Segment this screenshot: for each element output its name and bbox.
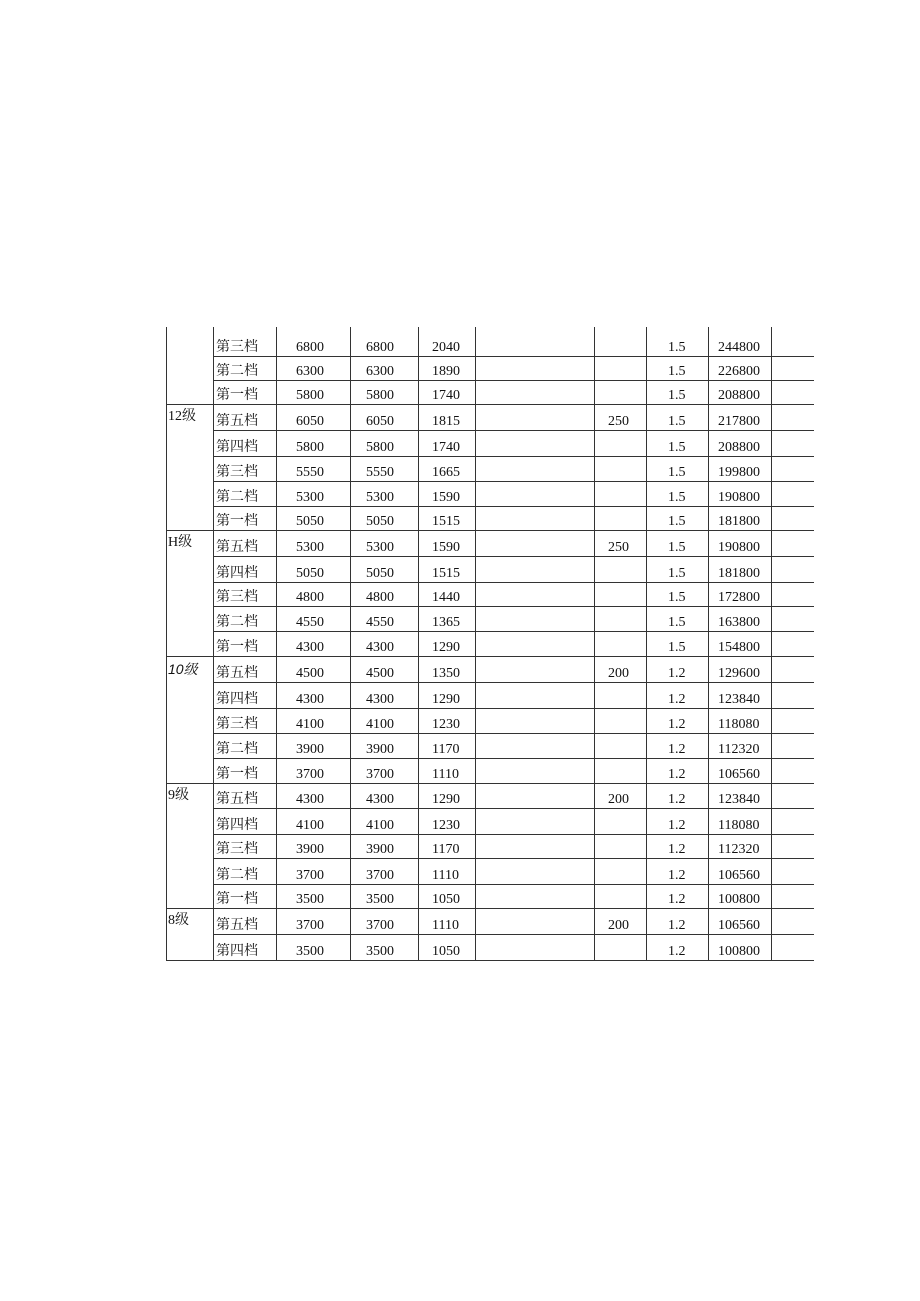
row-divider bbox=[166, 656, 814, 657]
table-cell: 123840 bbox=[718, 792, 760, 807]
table-cell: 5050 bbox=[296, 514, 324, 529]
table-cell: 3500 bbox=[296, 944, 324, 959]
table-cell: 112320 bbox=[718, 842, 760, 857]
table-cell: 1.5 bbox=[668, 340, 686, 355]
row-divider bbox=[213, 606, 814, 607]
table-cell: 1290 bbox=[432, 792, 460, 807]
column-divider bbox=[708, 327, 709, 960]
column-divider bbox=[276, 327, 277, 960]
table-cell: 250 bbox=[608, 540, 629, 555]
grade-label: 第五档 bbox=[216, 414, 258, 429]
table-cell: 3900 bbox=[296, 742, 324, 757]
column-divider bbox=[166, 327, 167, 960]
table-cell: 1.2 bbox=[668, 692, 686, 707]
table-cell: 4300 bbox=[366, 640, 394, 655]
grade-label: 第四档 bbox=[216, 440, 258, 455]
table-cell: 4500 bbox=[366, 666, 394, 681]
table-cell: 1815 bbox=[432, 414, 460, 429]
table-cell: 4550 bbox=[366, 615, 394, 630]
table-cell: 3900 bbox=[366, 842, 394, 857]
grade-label: 第五档 bbox=[216, 540, 258, 555]
table-cell: 1590 bbox=[432, 540, 460, 555]
table-cell: 1.5 bbox=[668, 490, 686, 505]
row-divider bbox=[213, 808, 814, 809]
table-cell: 190800 bbox=[718, 490, 760, 505]
grade-label: 第四档 bbox=[216, 566, 258, 581]
table-cell: 3700 bbox=[366, 868, 394, 883]
table-cell: 1590 bbox=[432, 490, 460, 505]
grade-label: 第一档 bbox=[216, 514, 258, 529]
table-cell: 1170 bbox=[432, 742, 460, 757]
table-cell: 200 bbox=[608, 918, 629, 933]
table-cell: 1665 bbox=[432, 465, 460, 480]
grade-label: 第三档 bbox=[216, 590, 258, 605]
table-cell: 250 bbox=[608, 414, 629, 429]
grade-label: 第一档 bbox=[216, 388, 258, 403]
table-cell: 1.2 bbox=[668, 717, 686, 732]
table-cell: 4800 bbox=[366, 590, 394, 605]
row-divider bbox=[166, 908, 814, 909]
level-label: H级 bbox=[168, 535, 193, 550]
table-cell: 5800 bbox=[366, 440, 394, 455]
row-divider bbox=[213, 356, 814, 357]
row-divider bbox=[213, 758, 814, 759]
table-cell: 5800 bbox=[366, 388, 394, 403]
table-cell: 1.2 bbox=[668, 767, 686, 782]
row-divider bbox=[213, 556, 814, 557]
table-cell: 1.5 bbox=[668, 540, 686, 555]
table-cell: 1890 bbox=[432, 364, 460, 379]
table-cell: 1.5 bbox=[668, 590, 686, 605]
grade-label: 第五档 bbox=[216, 666, 258, 681]
column-divider bbox=[350, 327, 351, 960]
table-cell: 226800 bbox=[718, 364, 760, 379]
table-cell: 4100 bbox=[296, 717, 324, 732]
row-divider bbox=[213, 582, 814, 583]
table-cell: 3500 bbox=[366, 892, 394, 907]
grade-label: 第三档 bbox=[216, 340, 258, 355]
table-cell: 100800 bbox=[718, 944, 760, 959]
table-cell: 4300 bbox=[366, 692, 394, 707]
table-cell: 5800 bbox=[296, 440, 324, 455]
row-divider bbox=[213, 884, 814, 885]
table-cell: 1110 bbox=[432, 918, 459, 933]
table-cell: 4100 bbox=[366, 818, 394, 833]
row-divider bbox=[213, 380, 814, 381]
level-label: 8级 bbox=[168, 913, 189, 928]
table-cell: 208800 bbox=[718, 440, 760, 455]
row-divider bbox=[213, 733, 814, 734]
row-divider bbox=[213, 934, 814, 935]
table-cell: 1.5 bbox=[668, 566, 686, 581]
grade-label: 第五档 bbox=[216, 792, 258, 807]
table-cell: 106560 bbox=[718, 918, 760, 933]
row-divider bbox=[213, 506, 814, 507]
table-cell: 1050 bbox=[432, 944, 460, 959]
grade-label: 第二档 bbox=[216, 742, 258, 757]
row-divider bbox=[213, 456, 814, 457]
table-cell: 5300 bbox=[366, 490, 394, 505]
grade-label: 第二档 bbox=[216, 364, 258, 379]
table-cell: 4300 bbox=[296, 792, 324, 807]
row-divider bbox=[213, 708, 814, 709]
table-cell: 5300 bbox=[296, 540, 324, 555]
table-cell: 1.2 bbox=[668, 918, 686, 933]
table-cell: 3700 bbox=[366, 767, 394, 782]
grade-label: 第二档 bbox=[216, 490, 258, 505]
table-cell: 1110 bbox=[432, 767, 459, 782]
table-cell: 199800 bbox=[718, 465, 760, 480]
table-cell: 1440 bbox=[432, 590, 460, 605]
table-cell: 1.2 bbox=[668, 892, 686, 907]
table-cell: 2040 bbox=[432, 340, 460, 355]
table-cell: 6800 bbox=[366, 340, 394, 355]
table-cell: 4300 bbox=[296, 692, 324, 707]
table-cell: 4300 bbox=[366, 792, 394, 807]
table-cell: 3900 bbox=[366, 742, 394, 757]
table-cell: 4100 bbox=[296, 818, 324, 833]
table-cell: 4100 bbox=[366, 717, 394, 732]
table-cell: 1290 bbox=[432, 692, 460, 707]
grade-label: 第二档 bbox=[216, 868, 258, 883]
table-cell: 6300 bbox=[366, 364, 394, 379]
row-divider bbox=[213, 682, 814, 683]
column-divider bbox=[213, 327, 214, 960]
table-cell: 1740 bbox=[432, 388, 460, 403]
table-cell: 1.2 bbox=[668, 842, 686, 857]
table-cell: 4800 bbox=[296, 590, 324, 605]
row-divider bbox=[213, 430, 814, 431]
table-cell: 100800 bbox=[718, 892, 760, 907]
table-cell: 6800 bbox=[296, 340, 324, 355]
grade-label: 第四档 bbox=[216, 818, 258, 833]
table-cell: 244800 bbox=[718, 340, 760, 355]
column-divider bbox=[418, 327, 419, 960]
grade-label: 第四档 bbox=[216, 692, 258, 707]
table-cell: 154800 bbox=[718, 640, 760, 655]
table-cell: 4300 bbox=[296, 640, 324, 655]
table-cell: 118080 bbox=[718, 818, 760, 833]
table-cell: 3700 bbox=[366, 918, 394, 933]
table-cell: 123840 bbox=[718, 692, 760, 707]
table-cell: 1230 bbox=[432, 818, 460, 833]
table-cell: 172800 bbox=[718, 590, 760, 605]
table-cell: 1.5 bbox=[668, 465, 686, 480]
grade-label: 第三档 bbox=[216, 717, 258, 732]
level-label: 10级 bbox=[168, 661, 198, 677]
table-cell: 1110 bbox=[432, 868, 459, 883]
table-cell: 1.5 bbox=[668, 364, 686, 379]
table-cell: 1290 bbox=[432, 640, 460, 655]
row-divider bbox=[166, 960, 814, 961]
row-divider bbox=[166, 530, 814, 531]
grade-label: 第五档 bbox=[216, 918, 258, 933]
table-cell: 5050 bbox=[366, 566, 394, 581]
grade-label: 第四档 bbox=[216, 944, 258, 959]
table-cell: 3700 bbox=[296, 918, 324, 933]
table-cell: 217800 bbox=[718, 414, 760, 429]
table-cell: 1.2 bbox=[668, 868, 686, 883]
table-cell: 1.2 bbox=[668, 666, 686, 681]
table-cell: 1050 bbox=[432, 892, 460, 907]
table-cell: 4550 bbox=[296, 615, 324, 630]
table-cell: 6050 bbox=[296, 414, 324, 429]
table-cell: 1.5 bbox=[668, 388, 686, 403]
column-divider bbox=[475, 327, 476, 960]
table-cell: 5550 bbox=[366, 465, 394, 480]
table-cell: 208800 bbox=[718, 388, 760, 403]
table-cell: 200 bbox=[608, 666, 629, 681]
table-cell: 1230 bbox=[432, 717, 460, 732]
row-divider bbox=[213, 858, 814, 859]
row-divider bbox=[166, 783, 814, 784]
table-cell: 1515 bbox=[432, 514, 460, 529]
table-cell: 1.5 bbox=[668, 615, 686, 630]
table-cell: 1.5 bbox=[668, 640, 686, 655]
table-cell: 1.2 bbox=[668, 818, 686, 833]
level-label: 9级 bbox=[168, 788, 189, 803]
table-cell: 106560 bbox=[718, 767, 760, 782]
table-cell: 181800 bbox=[718, 514, 760, 529]
table-cell: 4500 bbox=[296, 666, 324, 681]
table-cell: 1.5 bbox=[668, 440, 686, 455]
grade-label: 第三档 bbox=[216, 842, 258, 857]
table-cell: 1.2 bbox=[668, 944, 686, 959]
row-divider bbox=[213, 481, 814, 482]
table-cell: 1.2 bbox=[668, 792, 686, 807]
table-cell: 1365 bbox=[432, 615, 460, 630]
table-cell: 200 bbox=[608, 792, 629, 807]
table-cell: 190800 bbox=[718, 540, 760, 555]
table-cell: 3500 bbox=[296, 892, 324, 907]
table-cell: 5300 bbox=[296, 490, 324, 505]
grade-label: 第一档 bbox=[216, 892, 258, 907]
grade-label: 第一档 bbox=[216, 767, 258, 782]
table-cell: 1740 bbox=[432, 440, 460, 455]
grade-label: 第二档 bbox=[216, 615, 258, 630]
column-divider bbox=[771, 327, 772, 960]
table-cell: 129600 bbox=[718, 666, 760, 681]
table-cell: 181800 bbox=[718, 566, 760, 581]
row-divider bbox=[166, 404, 814, 405]
table-cell: 5800 bbox=[296, 388, 324, 403]
row-divider bbox=[213, 631, 814, 632]
table-cell: 1515 bbox=[432, 566, 460, 581]
table-cell: 6050 bbox=[366, 414, 394, 429]
table-cell: 1.5 bbox=[668, 514, 686, 529]
table-cell: 5300 bbox=[366, 540, 394, 555]
table-cell: 1170 bbox=[432, 842, 460, 857]
table-cell: 118080 bbox=[718, 717, 760, 732]
table-cell: 5050 bbox=[366, 514, 394, 529]
table-cell: 3700 bbox=[296, 868, 324, 883]
table-cell: 5550 bbox=[296, 465, 324, 480]
table-cell: 3700 bbox=[296, 767, 324, 782]
table-cell: 112320 bbox=[718, 742, 760, 757]
table-cell: 106560 bbox=[718, 868, 760, 883]
table-cell: 3500 bbox=[366, 944, 394, 959]
level-label: 12级 bbox=[168, 409, 196, 424]
table-cell: 6300 bbox=[296, 364, 324, 379]
column-divider bbox=[594, 327, 595, 960]
table-cell: 3900 bbox=[296, 842, 324, 857]
column-divider bbox=[646, 327, 647, 960]
table-cell: 1.5 bbox=[668, 414, 686, 429]
table-cell: 5050 bbox=[296, 566, 324, 581]
table-cell: 1350 bbox=[432, 666, 460, 681]
grade-label: 第一档 bbox=[216, 640, 258, 655]
table-cell: 1.2 bbox=[668, 742, 686, 757]
row-divider bbox=[213, 834, 814, 835]
table-cell: 163800 bbox=[718, 615, 760, 630]
grade-label: 第三档 bbox=[216, 465, 258, 480]
